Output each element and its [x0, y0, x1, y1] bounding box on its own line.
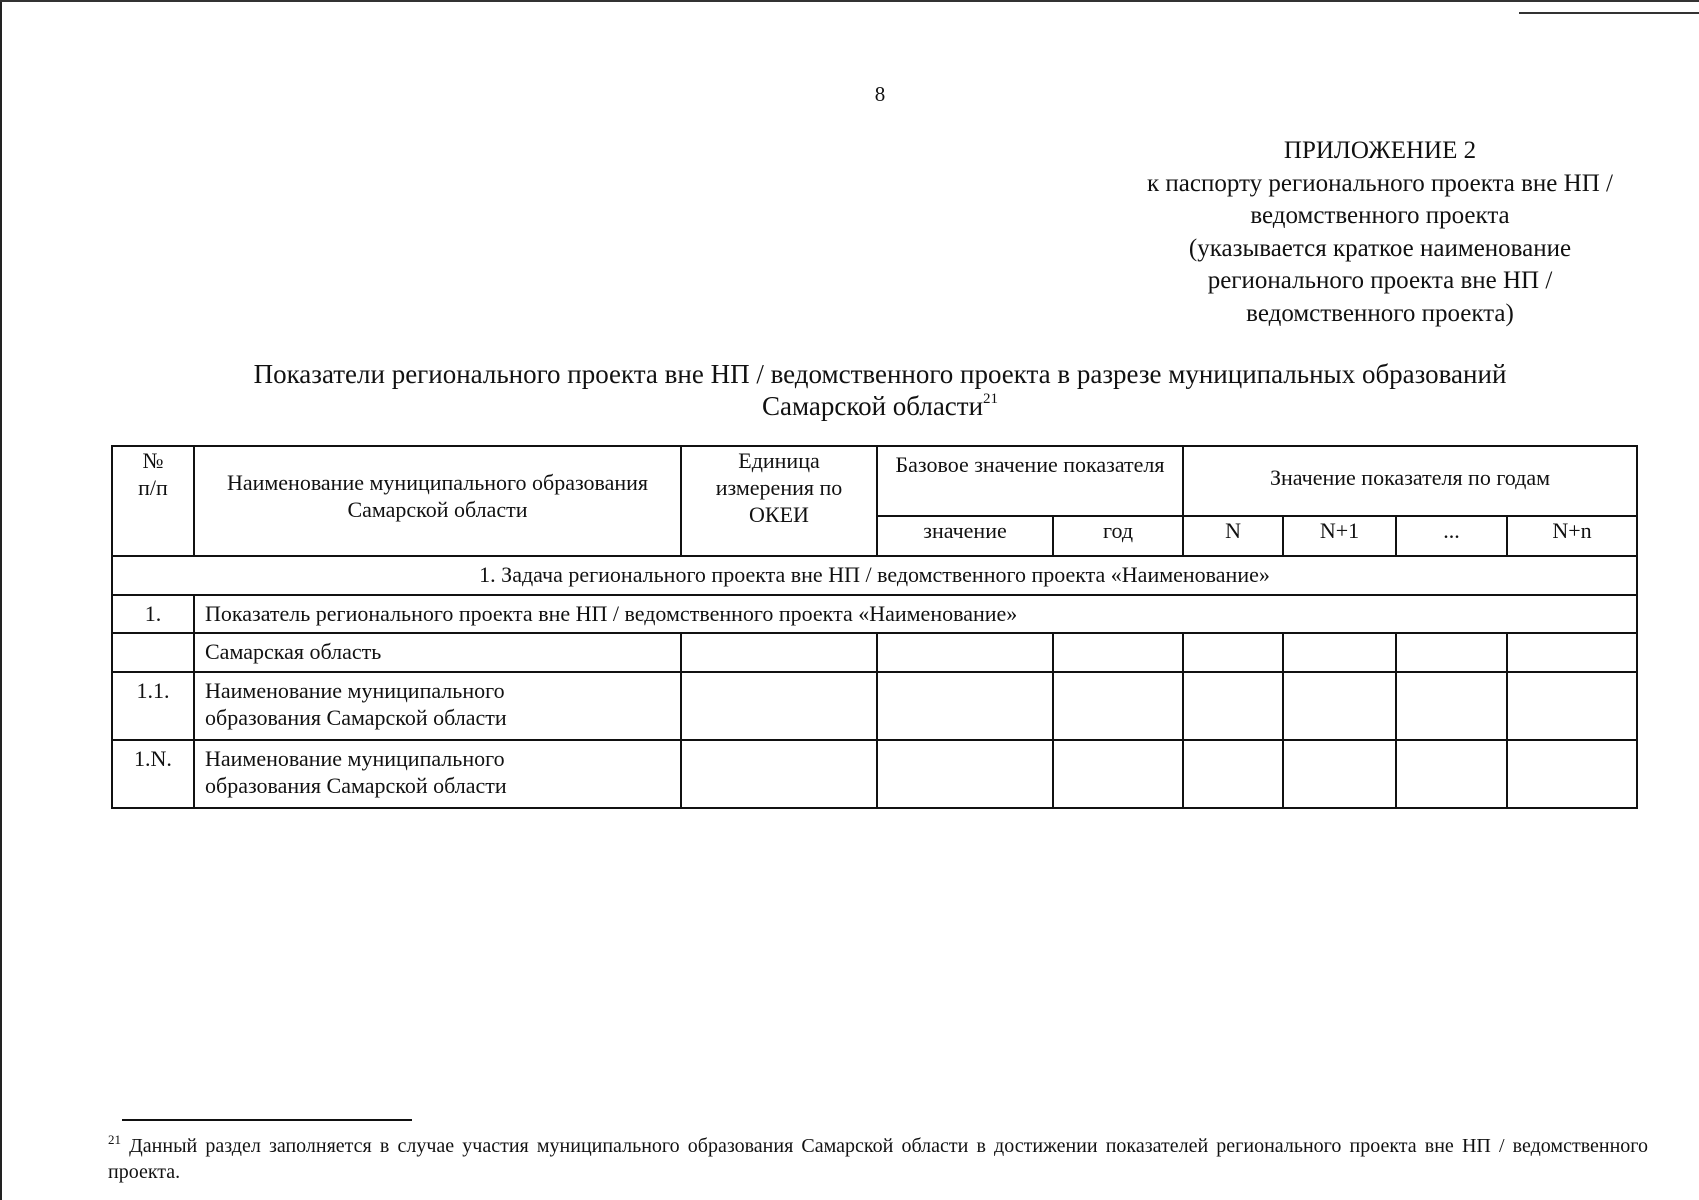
appendix-line: к паспорту регионального проекта вне НП /	[1147, 169, 1613, 197]
row-num: 1.N.	[112, 740, 194, 808]
footnote-separator	[122, 1119, 412, 1121]
task-row: 1. Задача регионального проекта вне НП / ведомственного проекта «Наименование»	[112, 556, 1637, 595]
header-name: Наименование муниципального образования Самарской области	[194, 446, 681, 556]
table-cell	[1396, 740, 1507, 808]
header-unit: Единица измерения по ОКЕИ	[681, 446, 877, 556]
footnote-mark: 21	[108, 1132, 121, 1147]
table-cell	[877, 672, 1053, 740]
footnote	[108, 1133, 1648, 1185]
title-region: Самарской области	[761, 391, 984, 421]
indicators-table	[111, 445, 1638, 809]
title-line-2	[150, 390, 1610, 422]
page-number: 8	[874, 82, 886, 106]
scan-line-top-right	[1519, 12, 1699, 14]
appendix-line: регионального проекта вне НП /	[1207, 267, 1553, 294]
header-years: Значение показателя по годам	[1183, 446, 1637, 516]
table-row	[112, 672, 1637, 740]
header-year: год	[1053, 516, 1183, 556]
appendix-line: ведомственного проекта)	[1246, 299, 1514, 327]
table-cell	[1183, 740, 1283, 808]
table-cell	[681, 740, 877, 808]
table-cell	[1283, 633, 1396, 672]
table-cell	[1283, 672, 1396, 740]
scan-border-left	[0, 0, 2, 1200]
appendix-block	[1100, 135, 1660, 330]
appendix-line: (указывается краткое наименование	[1188, 234, 1572, 262]
appendix-line: ведомственного проекта	[1250, 202, 1510, 229]
table-cell	[1507, 672, 1637, 740]
table-cell	[1183, 633, 1283, 672]
table-cell	[1283, 740, 1396, 808]
header-num: № п/п	[112, 446, 194, 556]
document-title	[150, 358, 1610, 422]
table-cell	[1507, 740, 1637, 808]
table-cell	[1507, 633, 1637, 672]
header-value: значение	[877, 516, 1053, 556]
header-year-n: N	[1183, 516, 1283, 556]
municipality-name: Наименование муниципального образования Самарской области	[194, 672, 681, 740]
table-cell	[681, 672, 877, 740]
row-num: 1.1.	[112, 672, 194, 740]
appendix-title: ПРИЛОЖЕНИЕ 2	[1283, 137, 1477, 164]
indicator-name: Показатель регионального проекта вне НП / ведомственного проекта «Наименование»	[194, 595, 1637, 633]
table-cell	[877, 740, 1053, 808]
table-cell	[1396, 633, 1507, 672]
header-year-nn: N+n	[1507, 516, 1637, 556]
region-name: Самарская область	[194, 633, 681, 672]
table-cell	[112, 633, 194, 672]
municipality-name: Наименование муниципального образования Самарской области	[194, 740, 681, 808]
header-year-n1: N+1	[1283, 516, 1396, 556]
header-year-ellipsis: ...	[1396, 516, 1507, 556]
table-cell	[681, 633, 877, 672]
table-cell	[1183, 672, 1283, 740]
table-cell	[1396, 672, 1507, 740]
table-cell	[1053, 672, 1183, 740]
header-base-value: Базовое значение показателя	[877, 446, 1183, 516]
table-cell	[1053, 740, 1183, 808]
table-row	[112, 740, 1637, 808]
indicator-num: 1.	[112, 595, 194, 633]
footnote-text: Данный раздел заполняется в случае участия муниципального образования Самарской области в достижении показателей регионального проекта вне НП / ведомственного проекта.	[108, 1135, 1649, 1183]
footnote-reference: 21	[983, 391, 999, 407]
scan-border-top	[0, 0, 1699, 2]
table-cell	[1053, 633, 1183, 672]
table-cell	[877, 633, 1053, 672]
title-line-1: Показатели регионального проекта вне НП / ведомственного проекта в разрезе муниципальных образований	[253, 359, 1507, 389]
